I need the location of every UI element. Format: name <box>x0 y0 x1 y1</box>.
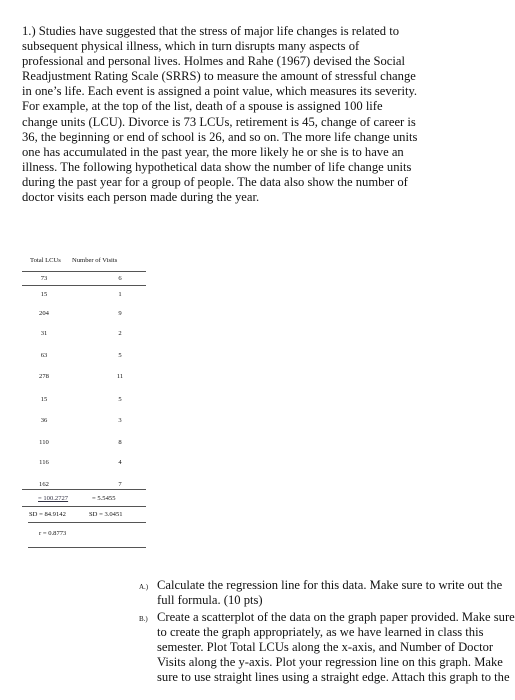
table-header-rule <box>22 271 146 272</box>
question-a-line: Calculate the regression line for this data. Make sure to write out the <box>157 578 503 592</box>
problem-line: professional and personal lives. Holmes and Rahe (1967) devised the Social <box>22 54 405 69</box>
means-rule <box>22 506 146 507</box>
table-row <box>22 417 146 431</box>
mean-number-of-visits: = 5.5455 <box>92 495 116 502</box>
cell-number-of-visits: 9 <box>118 310 122 317</box>
problem-line: one has accumulated in the past year, the more likely he or she is to have an <box>22 144 404 159</box>
cell-number-of-visits: 2 <box>118 330 122 337</box>
sd-number-of-visits: SD = 3.0451 <box>89 511 123 518</box>
column-header-total-lcus: Total LCUs <box>30 257 61 264</box>
question-b-marker: B.) <box>139 615 148 623</box>
cell-total-lcus: 162 <box>39 481 49 488</box>
problem-line: For example, at the top of the list, death of a spouse is assigned 100 life <box>22 99 383 114</box>
sd-rule <box>28 522 146 523</box>
table-row <box>22 310 146 324</box>
cell-number-of-visits: 8 <box>118 439 122 446</box>
problem-paragraph <box>22 24 467 205</box>
problem-line: 36, the beginning or end of school is 26, and so on. The more life change units <box>22 129 418 144</box>
r-rule <box>28 547 146 548</box>
table-row <box>22 291 146 305</box>
table-row <box>22 330 146 344</box>
question-b <box>139 610 515 685</box>
cell-total-lcus: 36 <box>40 417 48 424</box>
column-header-number-of-visits: Number of Visits <box>72 257 118 264</box>
question-a-marker: A.) <box>139 583 149 591</box>
cell-total-lcus: 110 <box>39 439 49 446</box>
table-row <box>22 481 146 495</box>
cell-total-lcus: 204 <box>39 310 49 317</box>
problem-line: subsequent physical illness, which in turn disrupts many aspects of <box>22 39 360 54</box>
problem-line: change units (LCU). Divorce is 73 LCUs, retirement is 45, change of career is <box>22 114 416 129</box>
cell-total-lcus: 116 <box>39 459 49 466</box>
problem-line: 1.) Studies have suggested that the stress of major life changes is related to <box>22 24 400 38</box>
cell-total-lcus: 15 <box>40 396 48 403</box>
mean-total-lcus: = 100.2727 <box>38 495 69 502</box>
question-b-line: to create the graph appropriately, as we have learned in class this <box>157 625 484 640</box>
cell-number-of-visits: 1 <box>118 291 122 298</box>
table-row <box>22 396 146 410</box>
table-row <box>22 352 146 366</box>
cell-number-of-visits: 5 <box>118 396 122 403</box>
table-header <box>22 257 146 271</box>
cell-total-lcus: 63 <box>40 352 48 359</box>
problem-line: Readjustment Rating Scale (SRRS) to measure the amount of stressful change <box>22 69 416 84</box>
table-row <box>22 373 146 387</box>
table-row <box>22 459 146 473</box>
cell-total-lcus: 31 <box>40 330 48 337</box>
row-rule <box>22 285 146 286</box>
cell-number-of-visits: 7 <box>118 481 122 488</box>
cell-number-of-visits: 11 <box>116 373 124 380</box>
cell-number-of-visits: 3 <box>118 417 122 424</box>
cell-total-lcus: 73 <box>40 275 48 282</box>
question-b-line: Create a scatterplot of the data on the graph paper provided. Make sure <box>157 610 515 624</box>
question-b-line: Visits along the y-axis. Plot your regression line on this graph. Make <box>157 655 503 670</box>
question-b-line: sure to use straight lines using a straight edge. Attach this graph to the <box>157 670 510 685</box>
cell-number-of-visits: 4 <box>118 459 122 466</box>
question-a-line: full formula. (10 pts) <box>157 593 263 608</box>
question-b-line: semester. Plot Total LCUs along the x-axis, and Number of Doctor <box>157 640 494 655</box>
problem-line: during the past year for a group of people. The data also show the number of <box>22 174 408 189</box>
table-row <box>22 275 146 289</box>
cell-number-of-visits: 5 <box>118 352 122 359</box>
correlation-r: r = 0.8773 <box>39 530 67 537</box>
problem-line: doctor visits each person made during the year. <box>22 190 260 205</box>
cell-number-of-visits: 6 <box>118 275 122 282</box>
question-a <box>139 578 503 608</box>
problem-line: in one’s life. Each event is assigned a point value, which measures its severity. <box>22 84 418 99</box>
sd-total-lcus: SD = 84.9142 <box>29 511 66 518</box>
cell-total-lcus: 15 <box>40 291 48 298</box>
table-bottom-rule <box>22 489 146 490</box>
cell-total-lcus: 278 <box>39 373 49 380</box>
problem-line: illness. The following hypothetical data show the number of life change units <box>22 159 412 174</box>
table-row <box>22 439 146 453</box>
